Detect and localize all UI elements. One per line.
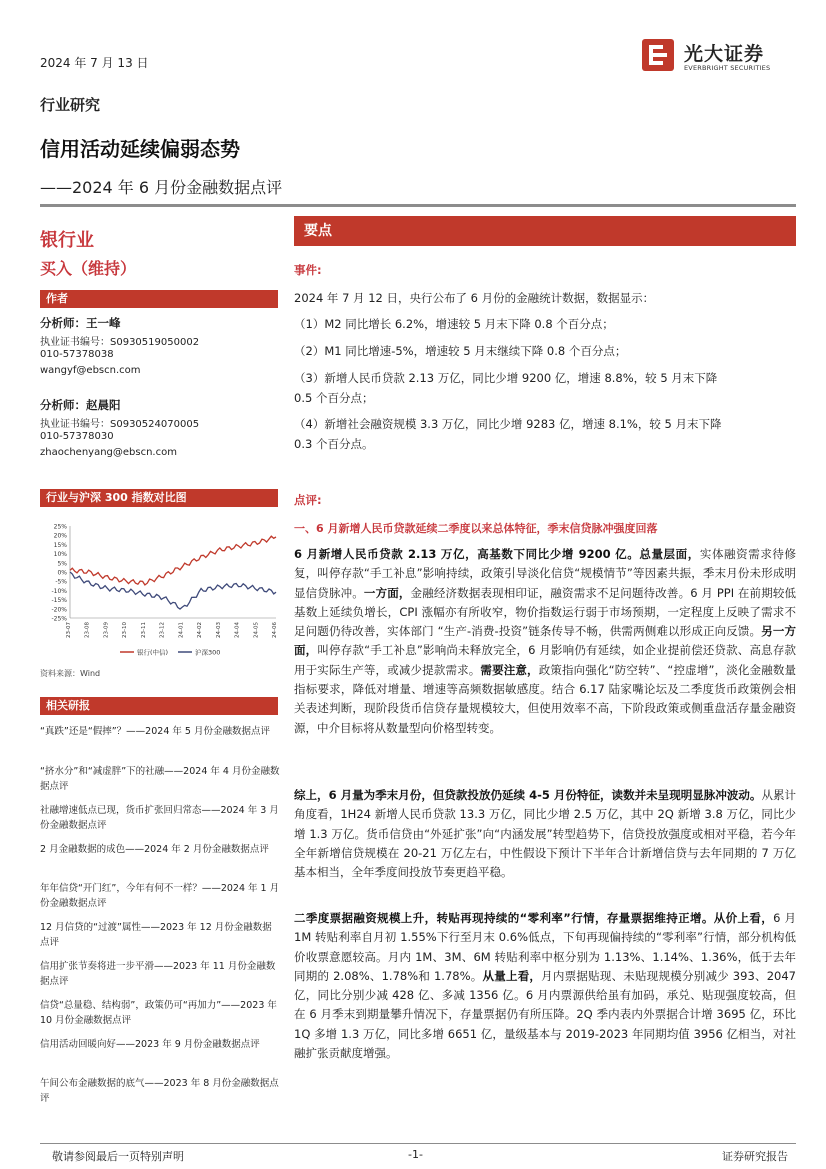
company-logo	[640, 37, 790, 77]
bold-run: 需要注意，	[480, 662, 539, 677]
analyst-name: 分析师：赵晨阳	[40, 398, 121, 412]
key-points-header: 要点	[294, 216, 796, 246]
legend-label: 沪深300	[195, 648, 221, 657]
y-tick-label: -10%	[51, 587, 67, 595]
series-line	[70, 536, 276, 585]
bold-run: 6 月新增人民币贷款 2.13 万亿，高基数下同比少增 9200 亿。总量层面，	[294, 547, 700, 561]
analyst-cert: 执业证书编号：S0930524070005	[40, 419, 200, 430]
bold-run: 从量上看，	[482, 968, 542, 983]
header-divider	[40, 204, 796, 207]
related-report-link[interactable]: 2 月金融数据的成色——2024 年 2 月份金融数据点评	[40, 844, 269, 855]
logo-mark-icon	[640, 37, 676, 73]
analyst-email[interactable]: wangyf@ebscn.com	[40, 365, 141, 376]
footer-disclaimer[interactable]: 敬请参阅最后一页特别声明	[52, 1150, 184, 1163]
report-title: 信用活动延续偏弱态势	[40, 137, 240, 161]
analysis-paragraph-3	[294, 909, 796, 1063]
x-tick-label: 24-02	[197, 622, 204, 638]
footer-divider	[40, 1143, 796, 1144]
text-run: 6 月 1M 转贴利率自月初 1.55%下行至月末 0.6%低点，下旬再现偏持续的“零利率”行情，部分机构低价收票意愿较高。月内 1M、3M、6M 转贴利率中枢分别为 1.13%、1.14%、1.36%，低于去年同期的 2.08%、1.78%和 1.78%。	[294, 911, 796, 983]
legend-label: 银行(中信)	[137, 648, 169, 657]
related-report-link[interactable]: 午间公布金融数据的底气——2023 年 8 月份金融数据点评	[40, 1078, 279, 1104]
text-run: 叫停存款“手工补息”影响尚未释放完全，6 月影响仍有延续，如企业提前偿还贷款、高息存款用于实际生产等，或减少提款需求。	[294, 643, 796, 677]
report-date: 2024 年 7 月 13 日	[40, 56, 149, 70]
event-item: 0.3 个百分点。	[294, 437, 374, 451]
text-run: 月内票据贴现、未贴现规模分别减少 393、2047 亿，同比分别少减 428 亿、多减 1356 亿。6 月内票源供给虽有加码，承兑、贴现强度较高，但在 6 月季末到期量攀升情况下，存量票据仍有所压降。2Q 季内表内外票据合计增 3695 亿，环比 1Q 多增 1.3 万亿，同比多增 6651 亿，量级基本与 2019-2023 年同期均值 3956 亿相当，对社融扩张贡献度增强。	[294, 968, 796, 1061]
industry-label: 银行业	[40, 230, 94, 251]
related-report-link[interactable]: 12 月信贷的“过渡”属性——2023 年 12 月份金融数据点评	[40, 922, 272, 948]
event-text: 2024 年 7 月 12 日，央行公布了 6 月份的金融统计数据，数据显示：	[294, 291, 655, 305]
bold-run: 二季度票据融资规模上升，转贴再现持续的“零利率”行情，存量票据维持正增。从价上看，	[294, 911, 774, 925]
bold-run: 另一方面，	[294, 624, 796, 658]
related-report-link[interactable]: 信用扩张节奏将进一步平滑——2023 年 11 月份金融数据点评	[40, 961, 276, 987]
bold-run: 一方面，	[363, 585, 411, 600]
x-tick-label: 24-03	[215, 622, 222, 638]
x-tick-label: 23-07	[66, 622, 72, 638]
related-research-bar: 相关研报	[40, 697, 278, 715]
x-tick-label: 23-10	[122, 622, 129, 638]
author-section-bar: 作者	[40, 290, 278, 308]
event-item: 0.5 个百分点；	[294, 391, 374, 405]
x-tick-label: 24-04	[234, 622, 241, 638]
y-tick-label: -15%	[51, 597, 67, 605]
analyst-email[interactable]: zhaochenyang@ebscn.com	[40, 447, 177, 458]
series-line	[70, 572, 276, 609]
y-tick-label: -20%	[51, 606, 67, 614]
y-tick-label: -5%	[55, 578, 67, 586]
logo-en-text: EVERBRIGHT SECURITIES	[684, 64, 771, 72]
text-run: 金融经济数据表现相印证，融资需求不足问题待改善。6 月 PPI 在前期较低基数上延续负增长，CPI 涨幅亦有所收窄，物价指数运行弱于市场预期，一定程度上反映了需求不足问题仍待改善，实体部门 “生产-消费-投资”链条传导不畅，供需两侧难以形成正向反馈。	[294, 585, 797, 639]
y-tick-label: 0%	[57, 569, 67, 577]
analyst-phone: 010-57378030	[40, 431, 114, 442]
x-tick-label: 24-06	[272, 622, 278, 638]
related-report-link[interactable]: 社融增速低点已现，货币扩张回归常态——2024 年 3 月份金融数据点评	[40, 805, 279, 831]
report-category: 行业研究	[40, 96, 101, 114]
x-tick-label: 24-01	[178, 622, 185, 638]
y-tick-label: -25%	[51, 615, 67, 623]
event-item: （3）新增人民币贷款 2.13 万亿，同比少增 9200 亿，增速 8.8%，较 5 月末下降	[294, 371, 718, 385]
text-run: 从累计角度看，1H24 新增人民币贷款 13.3 万亿，同比少增 2.5 万亿，其中 2Q 新增 3.8 万亿，同比少增 1.3 万亿。货币信贷由“外延扩张”向“内涵发展”转型趋势下，信贷投放强度或相对平稳，若今年全年新增信贷规模在 20-21 万亿左右，中性假设下预计下半年合计新增信贷与去年同期的 7 万亿基本相当，全年季度间投放节奏更趋平稳。	[294, 788, 796, 880]
logo-cn-text: 光大证券	[684, 43, 765, 65]
bold-run: 综上，6 月量为季末月份，但贷款投放仍延续 4-5 月份特征，读数并未呈现明显脉冲波动。	[294, 788, 762, 802]
y-tick-label: 10%	[53, 551, 67, 559]
rating-label: 买入（维持）	[40, 259, 137, 278]
event-item: （2）M1 同比增速-5%，增速较 5 月末继续下降 0.8 个百分点；	[294, 344, 627, 358]
report-subtitle: ——2024 年 6 月份金融数据点评	[40, 178, 283, 197]
chart-source: 资料来源：Wind	[40, 669, 101, 678]
related-report-link[interactable]: “真跌”还是“假摔”？——2024 年 5 月份金融数据点评	[40, 726, 270, 737]
analyst-name: 分析师：王一峰	[40, 316, 121, 330]
analysis-paragraph-2	[294, 786, 796, 882]
event-item: （1）M2 同比增长 6.2%，增速较 5 月末下降 0.8 个百分点；	[294, 317, 614, 331]
index-comparison-chart	[40, 520, 280, 660]
comment-label: 点评:	[294, 493, 322, 507]
event-item: （4）新增社会融资规模 3.3 万亿，同比少增 9283 亿，增速 8.1%，较 5 月末下降	[294, 417, 722, 431]
related-report-link[interactable]: 信用活动回暖向好——2023 年 9 月份金融数据点评	[40, 1039, 260, 1050]
analysis-paragraph-1	[294, 545, 796, 738]
y-tick-label: 25%	[53, 523, 67, 531]
x-tick-label: 23-09	[103, 622, 110, 638]
text-run: 政策指向强化“防空转”、“控虚增”，淡化金融数量指标要求，降低对增量、增速等高频数据敏感度。结合 6.17 陆家嘴论坛及二季度货币政策例会相关表述判断，现阶段货币信贷存量规模较大，但使用效率不高，下阶段政策或侧重盘活存量金融资源，中介目标将从数量型向价格型转变。	[294, 662, 796, 735]
related-report-link[interactable]: 年年信贷“开门红”，今年有何不一样？——2024 年 1 月份金融数据点评	[40, 883, 280, 909]
x-tick-label: 23-11	[140, 622, 147, 638]
analyst-phone: 010-57378038	[40, 349, 114, 360]
section-heading: 一、6 月新增人民币贷款延续二季度以来总体特征，季末信贷脉冲强度回落	[294, 522, 658, 535]
x-tick-label: 24-05	[253, 622, 260, 638]
x-tick-label: 23-12	[159, 622, 166, 638]
related-report-link[interactable]: “挤水分”和“减虚胖”下的社融——2024 年 4 月份金融数据点评	[40, 766, 280, 792]
chart-section-bar: 行业与沪深 300 指数对比图	[40, 489, 278, 507]
event-label: 事件:	[294, 263, 322, 277]
y-tick-label: 5%	[57, 560, 67, 568]
x-tick-label: 23-08	[84, 622, 91, 638]
footer-report-type: 证券研究报告	[722, 1150, 788, 1163]
text-run: 实体融资需求待修复，叫停存款“手工补息”影响持续，政策引导淡化信贷“规模情节”等因素共振，季末月份未形成明显信贷脉冲。	[294, 547, 797, 600]
page-number: -1-	[408, 1148, 423, 1161]
y-tick-label: 15%	[53, 541, 67, 549]
y-tick-label: 20%	[53, 532, 67, 540]
related-report-link[interactable]: 信贷“总量稳、结构弱”，政策仍可“再加力”——2023 年 10 月份金融数据点评	[40, 1000, 277, 1026]
analyst-cert: 执业证书编号：S0930519050002	[40, 337, 200, 348]
